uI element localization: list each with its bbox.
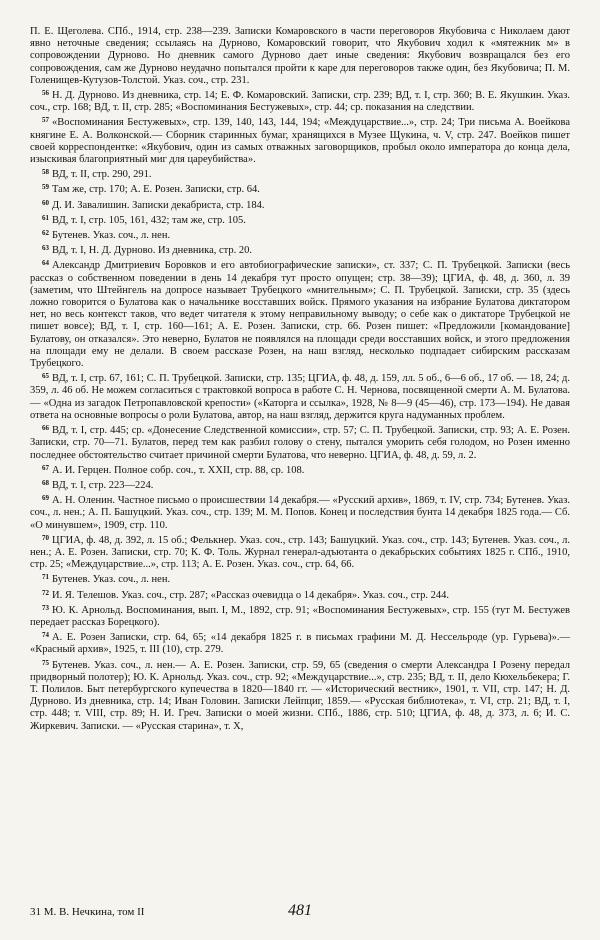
footnote-number: 70 [42, 533, 49, 542]
footnote [30, 114, 570, 166]
footnote-text: «Воспоминания Бестужевых», стр. 139, 140, 143, 144, 194; «Междуцарствие...», стр. 24; Три письма А. Воейкова княгине Е. А. Волконской.— Сборник старинных бумаг, хранящихся в Музее Щукина, ч. V, стр. 247. Воейков пишет своей корреспондентке: «Якубович, один из самых отважных заговорщиков, пробыл около императора до конца дела, изыскивая благоприятный миг для цареубийства». [30, 117, 570, 166]
footnote [30, 212, 570, 227]
footnote-text: Там же, стр. 170; А. Е. Розен. Записки, стр. 64. [52, 184, 260, 196]
footnote-text: ЦГИА, ф. 48, д. 392, л. 15 об.; Фелькнер. Указ. соч., стр. 143; Башуцкий. Указ. соч., стр. 143; Бутенев. Указ. соч., л. нен.; А. Е. Розен. Записки, стр. 70; К. Ф. Толь. Журнал генерал-адъютанта о декабрьских событиях 1825 г. СПб., 1910, стр. 25; «Междуцарствие...», стр. 113; А. Е. Розен. Указ. соч., стр. 64, 66. [30, 534, 570, 571]
footnote-number: 56 [42, 89, 49, 98]
footnote [30, 532, 570, 572]
footnote-number: 71 [42, 573, 49, 582]
footnote-number: 73 [42, 603, 49, 612]
footnote [30, 422, 570, 462]
footnote-text: ВД, т. I, стр. 223—224. [52, 479, 154, 491]
footnote-number: 72 [42, 588, 49, 597]
footnotes [30, 26, 570, 733]
footnote-text: Бутенев. Указ. соч., л. нен.— А. Е. Розен. Записки, стр. 59, 65 (сведения о смерти Александра I Розену передал придворный полотер); Ю. К. Арнольд. Указ. соч., стр. 92; «Междуцарствие...», стр. 235; ВД, т. II, дело Кюхельбекера; Г. Т. Полилов. Быт петербургского купечества в 1820—1840 гг. — «Исторический вестник», 1901, т. VII, стр. 147; Н. Д. Дурново. Из дневника, стр. 14; Иван Головин. Записки Лейпциг, 1859.— «Русская библиотека», т. VI, стр. 21; ВД, т. I, стр. 448; т. VIII, стр. 89; Н. И. Греч. Записки о моей жизни. СПб., 1886, стр. 510; ЦГИА, ф. 48, д. 373, л. 6; И. С. Жиркевич. Записки. — «Русская старина», т. X, [30, 659, 570, 732]
footnote-number: 65 [42, 372, 49, 381]
footnote-text: ВД, т. I, Н. Д. Дурново. Из дневника, стр. 20. [52, 245, 253, 257]
footnote-text: ВД, т. I, стр. 445; ср. «Донесение Следственной комиссии», стр. 57; С. П. Трубецкой. Записки, стр. 93; А. Е. Розен. Записки, стр. 70—71. Булатов, перед тем как разбил голову о стену, пытался уморить себя голодом, но Розен именно последнее обстоятельство считает причиной смерти Булатова, что неверно. ЦГИА, ф. 48, д. 59, л. 2. [30, 425, 570, 461]
footnote-number: 75 [42, 658, 49, 667]
footnote [30, 462, 570, 477]
footnote [30, 602, 570, 629]
footnote-text: А. Н. Оленин. Частное письмо о происшествии 14 декабря.— «Русский архив», 1869, т. IV, стр. 734; Бутенев. Указ. соч., л. нен.; А. П. Башуцкий. Указ. соч., стр. 139; М. М. Попов. Конец и последствия бунта 14 декабря 1825 года.— Сб. «О минувшем», 1909, стр. 110. [30, 495, 570, 531]
footnote [30, 571, 570, 586]
footnote-number: 63 [42, 244, 49, 253]
footnote-number: 60 [42, 198, 49, 207]
footnote-number: 74 [42, 631, 49, 640]
page-footer [30, 902, 570, 924]
footnote [30, 242, 570, 257]
footnote-number: 66 [42, 424, 49, 433]
printer-signature: 31 М. В. Нечкина, том II [30, 906, 145, 918]
footnote-text: Д. И. Завалишин. Записки декабриста, стр. 184. [52, 199, 265, 211]
page-number: 481 [288, 902, 312, 919]
footnote [30, 197, 570, 212]
footnote-text: Ю. К. Арнольд. Воспоминания, вып. I, М., 1892, стр. 91; «Воспоминания Бестужевых», стр. 155 (тут М. Бестужев передает рассказ Борецкого). [30, 604, 570, 628]
footnote [30, 26, 570, 87]
footnote [30, 629, 570, 656]
footnote [30, 492, 570, 532]
footnote-text: ВД, т. II, стр. 290, 291. [52, 169, 152, 181]
footnote-text: И. Я. Телешов. Указ. соч., стр. 287; «Рассказ очевидца о 14 декабря». Указ. соч., стр. 244. [52, 589, 449, 601]
footnote [30, 87, 570, 114]
footnote [30, 477, 570, 492]
footnote-number: 59 [42, 183, 49, 192]
footnote [30, 587, 570, 602]
footnote-number: 68 [42, 478, 49, 487]
footnote-text: Бутенев. Указ. соч., л. нен. [52, 574, 171, 586]
footnote-text: А. Е. Розен Записки, стр. 64, 65; «14 декабря 1825 г. в письмах графини М. Д. Нессельроде (ур. Гурьева)».— «Красный архив», 1925, т. III (10), стр. 279. [30, 632, 570, 656]
footnote-number: 69 [42, 494, 49, 503]
footnote [30, 181, 570, 196]
footnote-text: Н. Д. Дурново. Из дневника, стр. 14; Е. Ф. Комаровский. Записки, стр. 239; ВД, т. I, стр. 360; В. Е. Якушкин. Указ. соч., стр. 168; ВД, т. II, стр. 285; «Воспоминания Бестужевых», стр. 44; ср. показания на следствии. [30, 90, 570, 114]
footnote-text: А. И. Герцен. Полное собр. соч., т. XXII, стр. 88, ср. 108. [52, 464, 305, 476]
footnote-number: 61 [42, 213, 49, 222]
footnote-number: 64 [42, 259, 49, 268]
footnote [30, 657, 570, 733]
footnote-text: Александр Дмитриевич Боровков и его автобиографические записки», ст. 337; С. П. Трубецкой. Записки (весь рассказ о собственном поведении в день 14 декабря тут просто опущен; стр. 38—39); ЦГИА, ф. 48, д. 360, л. 39 (заметим, что Штейнгель на допросе называет Трубецкого «мнительным»; С. П. Трубецкой. Записки, стр. 35 (здесь ложно говорится о Булатова как о начальнике восставших войск. Прямого указания на избрание Булатова диктатором нет, но весь контекст таков, что ведет читателя к этому неправильному выводу; о себе как о диктаторе Трубецкой не пишет вовсе); ВД, т. I, стр. 160—161; А. Е. Розен. Записки, стр. 66. Розен пишет: «Предложили [командование] Булатову, он отказался». Это неверно, Булатов не появлялся на площади среди восставших войск, и этого предложения на площади ему не делали. В своем рассказе Розен, на наш взгляд, несколько подпадает сибирским рассказам Трубецкого. [30, 260, 570, 370]
footnote [30, 227, 570, 242]
footnote [30, 370, 570, 422]
footnote-text: Бутенев. Указ. соч., л. нен. [52, 230, 171, 242]
footnote-number: 58 [42, 168, 49, 177]
footnote [30, 257, 570, 370]
footnote-text: ВД, т. I, стр. 105, 161, 432; там же, стр. 105. [52, 214, 246, 226]
footnote [30, 166, 570, 181]
footnote-number: 62 [42, 229, 49, 238]
footnote-number: 57 [42, 116, 49, 125]
footnote-text: ВД, т. I, стр. 67, 161; С. П. Трубецкой. Записки, стр. 135; ЦГИА, ф. 48, д. 159, лл. 5 об., 6—6 об., 17 об. — 18, 24; д. 359, л. 46 об. Не можем согласиться с трактовкой вопроса в работе С. Н. Чернова, посвященной смерти А. М. Булатова.— «Одна из загадок Петропавловской крепости» («Каторга и ссылка», 1928, № 8—9 (45—46), стр. 173—194). Не давая ответа на основные вопросы о роли Булатова, автор, на наш взгляд, держится круга надуманных проблем. [30, 373, 570, 421]
footnote-number: 67 [42, 463, 49, 472]
footnote-text: П. Е. Щеголева. СПб., 1914, стр. 238—239. Записки Комаровского в части переговоров Якубовича с Николаем дают явно неточные сведения; ссылаясь на Дурново, Комаровский говорит, что Якубович ходил к «мятежник м» в сопровождении Дурново. Но дневник самого Дурново дает иные сведения: Якубович возвращался без его сопровождения, сам же Дурново неудачно попытался пройти к каре для переговоров также один, без Якубовича; П. М. Голенищев-Кутузов-Толстой. Указ. соч., стр. 231. [30, 26, 570, 86]
